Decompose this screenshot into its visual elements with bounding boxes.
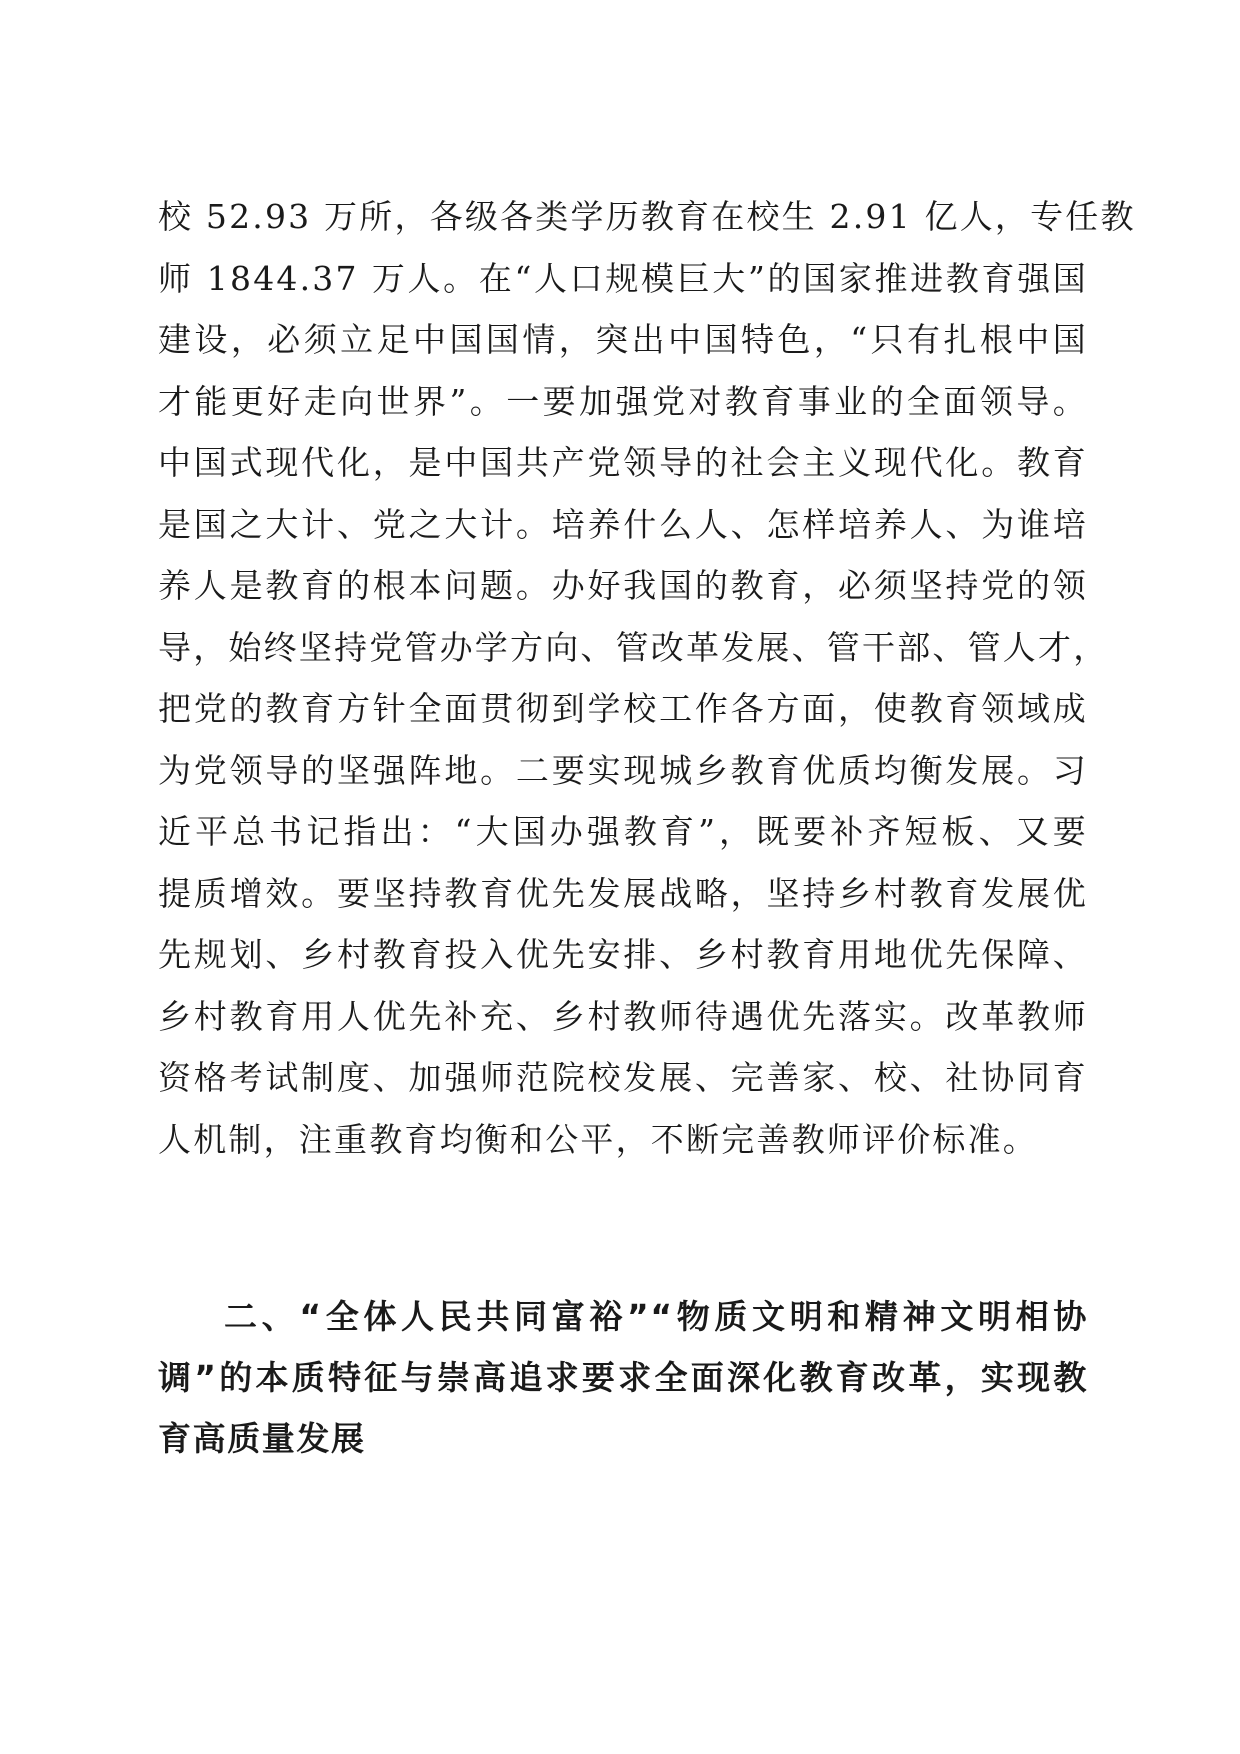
body-line: 是国之大计、党之大计。培养什么人、怎样培养人、为谁培 [158, 504, 1088, 544]
body-line: 提质增效。要坚持教育优先发展战略，坚持乡村教育发展优 [158, 873, 1088, 913]
body-line: 乡村教育用人优先补充、乡村教师待遇优先落实。改革教师 [158, 996, 1088, 1036]
body-line: 近平总书记指出：“大国办强教育”，既要补齐短板、又要 [158, 812, 1088, 851]
heading-line: 调”的本质特征与崇高追求要求全面深化教育改革，实现教 [158, 1358, 1088, 1397]
body-line: 人机制，注重教育均衡和公平，不断完善教师评价标准。 [158, 1119, 1038, 1159]
body-line: 先规划、乡村教育投入优先安排、乡村教育用地优先保障、 [158, 935, 1088, 974]
body-line: 把党的教育方针全面贯彻到学校工作各方面，使教育领域成 [158, 689, 1088, 728]
body-paragraph [158, 186, 1136, 1170]
section-heading [158, 1286, 1088, 1469]
heading-line: 二、“全体人民共同富裕”“物质文明和精神文明相协 [224, 1297, 1088, 1336]
body-line: 才能更好走向世界”。一要加强党对教育事业的全面领导。 [158, 381, 1088, 421]
body-line: 师 1844.37 万人。在“人口规模巨大”的国家推进教育强国 [158, 258, 1088, 298]
body-line: 为党领导的坚强阵地。二要实现城乡教育优质均衡发展。习 [158, 750, 1088, 790]
body-line: 导，始终坚持党管办学方向、管改革发展、管干部、管人才， [158, 627, 1109, 667]
body-line: 资格考试制度、加强师范院校发展、完善家、校、社协同育 [158, 1058, 1088, 1097]
body-line: 校 52.93 万所，各级各类学历教育在校生 2.91 亿人，专任教 [158, 197, 1136, 236]
body-line: 建设，必须立足中国国情，突出中国特色，“只有扎根中国 [158, 320, 1088, 359]
body-line: 中国式现代化，是中国共产党领导的社会主义现代化。教育 [158, 443, 1088, 482]
body-line: 养人是教育的根本问题。办好我国的教育，必须坚持党的领 [158, 566, 1088, 605]
heading-line: 育高质量发展 [158, 1419, 366, 1458]
